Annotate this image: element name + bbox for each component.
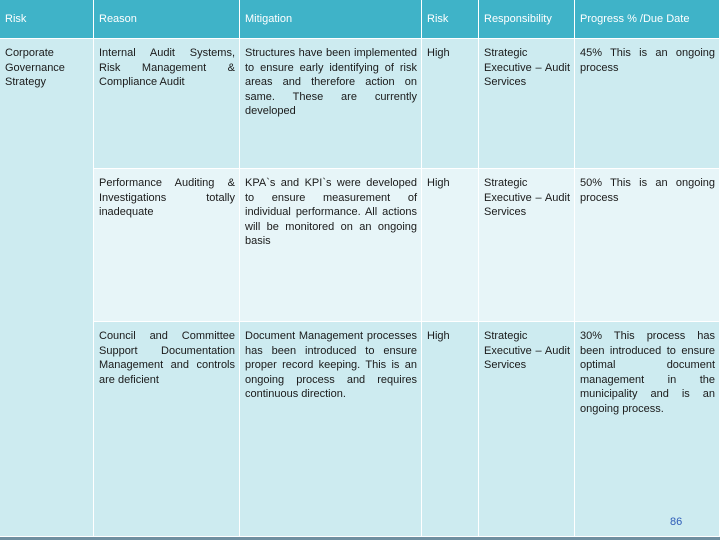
responsibility-cell: Strategic Executive – Audit Services (479, 169, 575, 322)
responsibility-cell: Strategic Executive – Audit Services (479, 322, 575, 537)
progress-cell: 45% This is an ongoing process (575, 39, 720, 169)
risk-level-cell: High (422, 322, 479, 537)
reason-cell: Internal Audit Systems, Risk Management & Compliance Audit (94, 39, 240, 169)
risk-level-cell: High (422, 39, 479, 169)
header-reason: Reason (94, 0, 240, 39)
header-responsibility: Responsibility (479, 0, 575, 39)
header-mitigation: Mitigation (240, 0, 422, 39)
risk-name-cell: Corporate Governance Strategy (0, 39, 94, 537)
reason-cell: Performance Auditing & Investigations totally inadequate (94, 169, 240, 322)
table-row (0, 169, 720, 322)
mitigation-cell: Structures have been implemented to ensure early identifying of risk areas and therefore action on same. These are currently developed (240, 39, 422, 169)
header-risk: Risk (0, 0, 94, 39)
mitigation-cell: KPA`s and KPI`s were developed to ensure measurement of individual performance. All actions will be monitored on an ongoing basis (240, 169, 422, 322)
header-progress: Progress % /Due Date (575, 0, 720, 39)
table-row (0, 322, 720, 537)
page-number: 86 (670, 516, 683, 528)
table-row (0, 39, 720, 169)
risk-level-cell: High (422, 169, 479, 322)
progress-cell: 30% This process has been introduced to ensure optimal document management in the municipality and is an ongoing process. (575, 322, 720, 537)
progress-cell: 50% This is an ongoing process (575, 169, 720, 322)
reason-cell: Council and Committee Support Documentation Management and controls are deficient (94, 322, 240, 537)
table-header-row (0, 0, 720, 39)
header-risk-level: Risk (422, 0, 479, 39)
responsibility-cell: Strategic Executive – Audit Services (479, 39, 575, 169)
mitigation-cell: Document Management processes has been introduced to ensure proper record keeping. This is an ongoing process and requires continuous direction. (240, 322, 422, 537)
